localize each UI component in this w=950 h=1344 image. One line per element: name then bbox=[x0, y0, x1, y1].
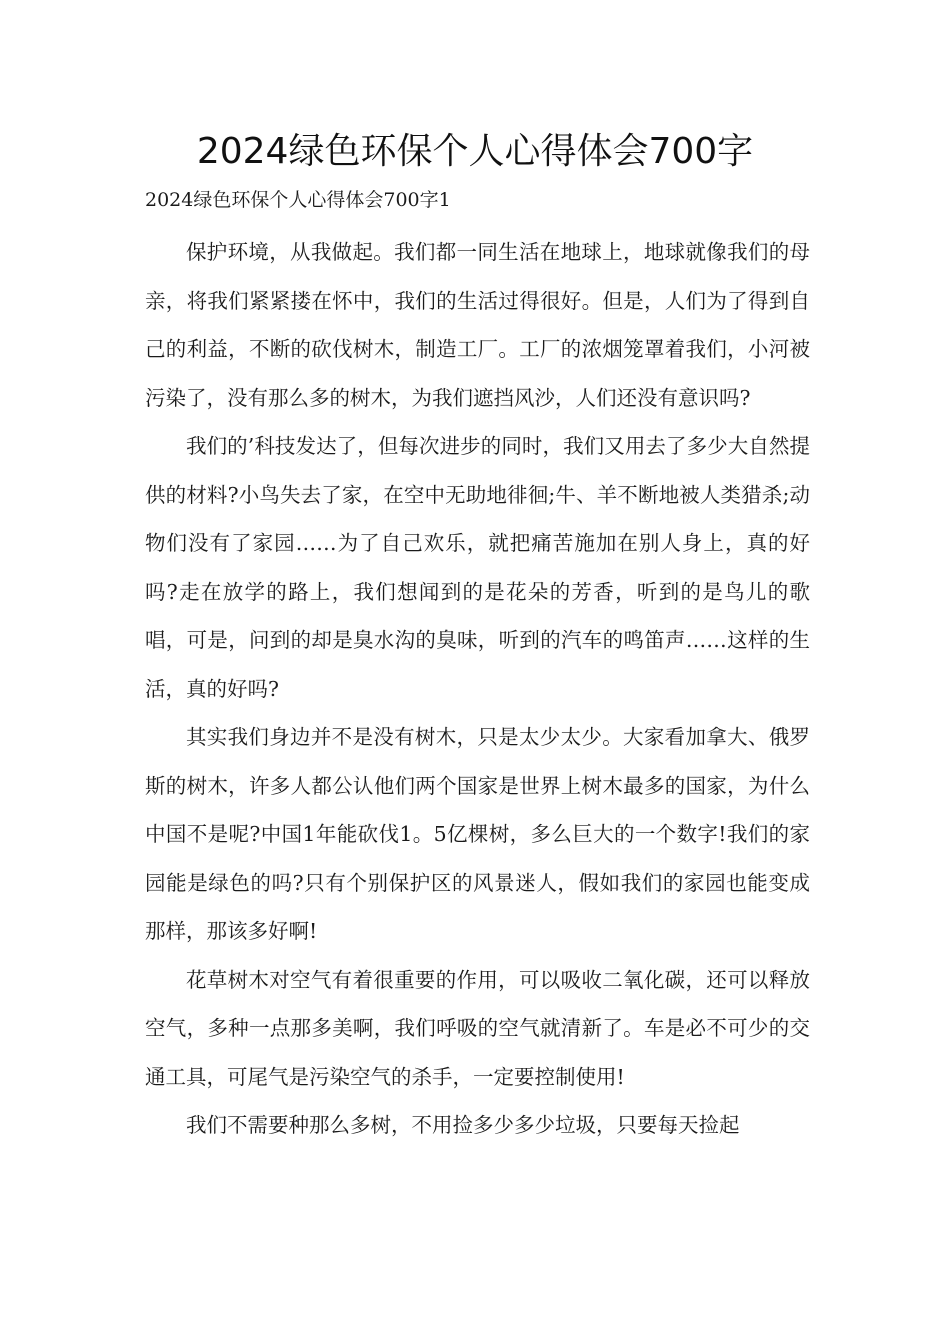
paragraph-3: 其实我们身边并不是没有树木，只是太少太少。大家看加拿大、俄罗斯的树木，许多人都公认他们两个国家是世界上树木最多的国家，为什么中国不是呢?中国1年能砍伐1。5亿棵树，多么巨大的一个数字!我们的家园能是绿色的吗?只有个别保护区的风景迷人，假如我们的家园也能变成那样，那该多好啊! bbox=[145, 725, 810, 943]
document-title: 2024绿色环保个人心得体会700字 bbox=[196, 131, 754, 172]
paragraph-4: 花草树木对空气有着很重要的作用，可以吸收二氧化碳，还可以释放空气，多种一点那多美啊，我们呼吸的空气就清新了。车是必不可少的交通工具，可尾气是污染空气的杀手，一定要控制使用! bbox=[145, 967, 810, 1089]
paragraph-5: 我们不需要种那么多树，不用捡多少多少垃圾，只要每天捡起 bbox=[186, 1113, 740, 1137]
paragraph-2: 我们的’科技发达了，但每次进步的同时，我们又用去了多少大自然提供的材料?小鸟失去了家，在空中无助地徘徊;牛、羊不断地被人类猎杀;动物们没有了家园……为了自己欢乐，就把痛苦施加在别人身上，真的好吗?走在放学的路上，我们想闻到的是花朵的芳香，听到的是鸟儿的歌唱，可是，问到的却是臭水沟的臭味，听到的汽车的鸣笛声……这样的生活，真的好吗? bbox=[145, 434, 810, 701]
document-subtitle: 2024绿色环保个人心得体会700字1 bbox=[145, 189, 451, 211]
paragraph-1: 保护环境，从我做起。我们都一同生活在地球上，地球就像我们的母亲，将我们紧紧搂在怀中，我们的生活过得很好。但是，人们为了得到自己的利益，不断的砍伐树木，制造工厂。工厂的浓烟笼罩着我们，小河被污染了，没有那么多的树木，为我们遮挡风沙，人们还没有意识吗? bbox=[145, 240, 810, 410]
document-body bbox=[145, 228, 810, 1150]
